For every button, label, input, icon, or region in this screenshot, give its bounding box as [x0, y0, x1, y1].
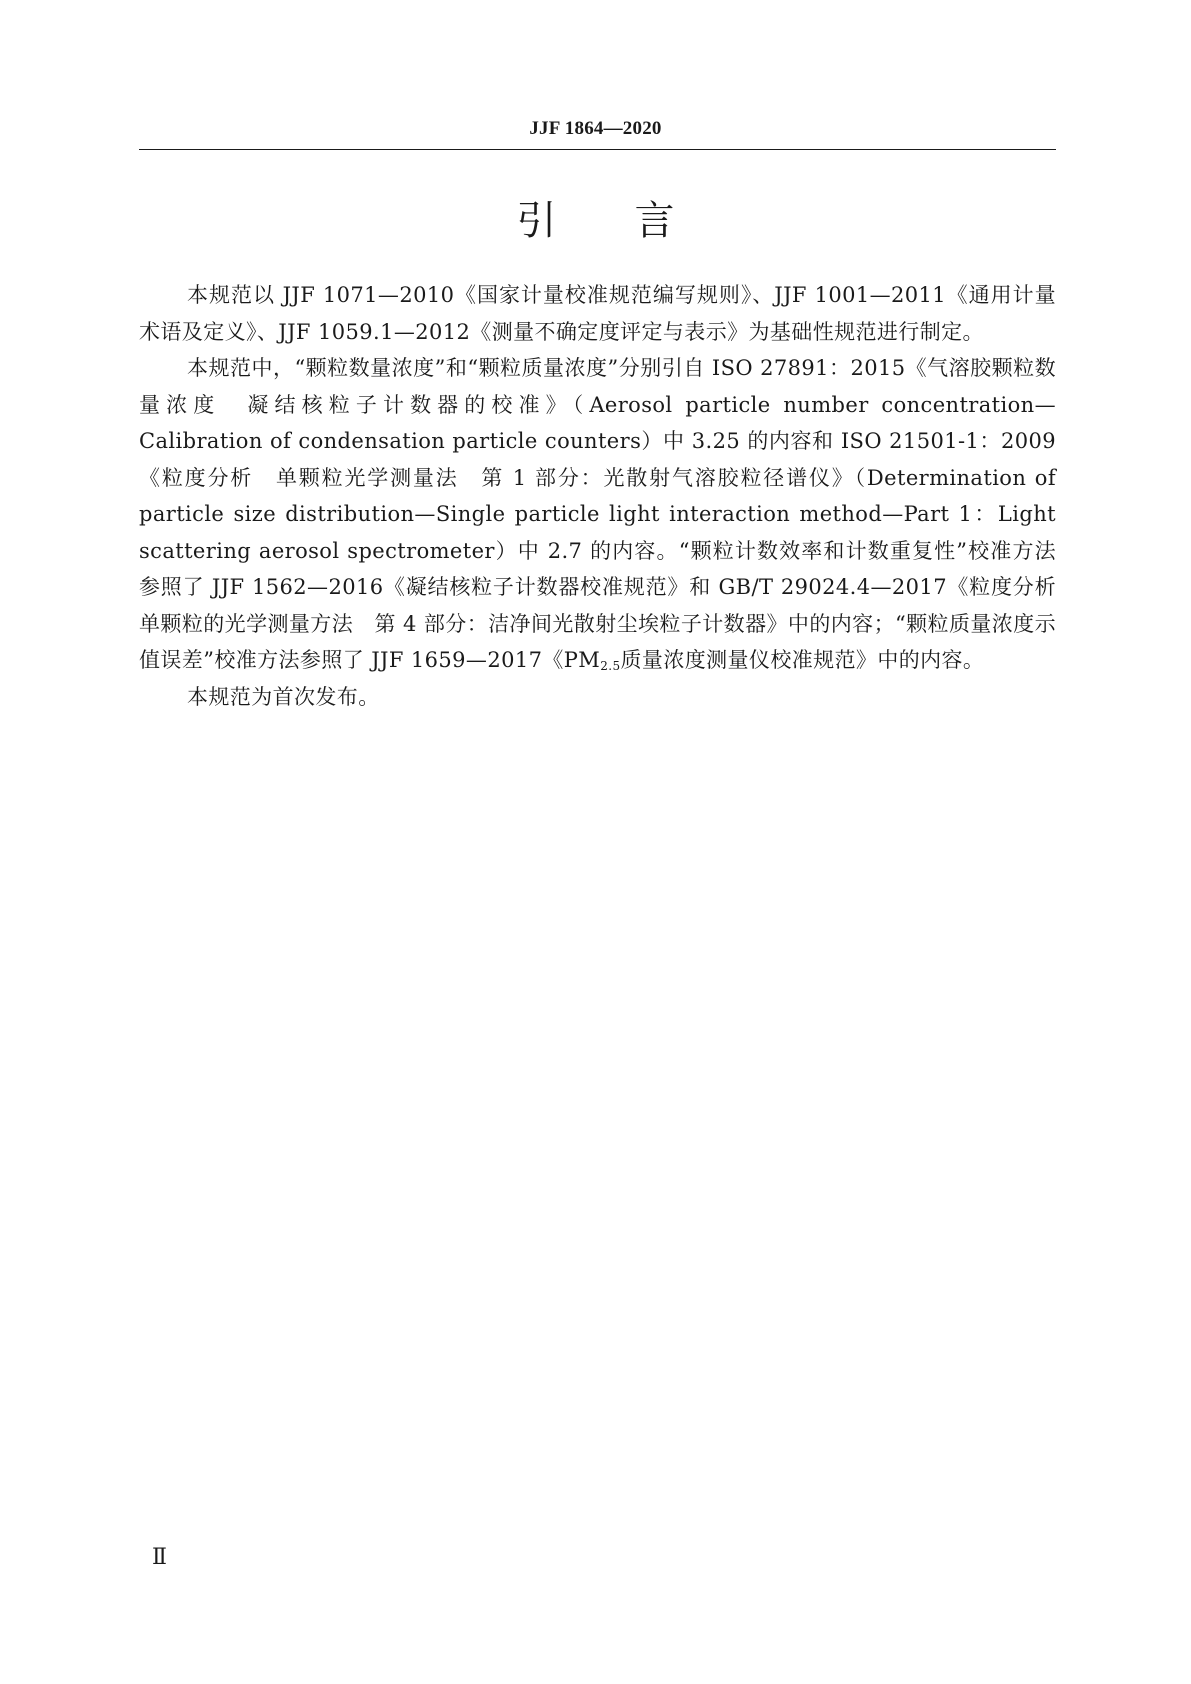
page-title: 引言: [516, 198, 753, 244]
paragraph-2-text-b: 质量浓度测量仪校准规范》中的内容。: [620, 648, 985, 672]
paragraph-1: 本规范以 JJF 1071—2010《国家计量校准规范编写规则》、JJF 1001—2011《通用计量术语及定义》、JJF 1059.1—2012《测量不确定度评定与表示》为基础性规范进行制定。: [139, 283, 1056, 344]
paragraph-2: [139, 350, 1078, 679]
main-content: [139, 277, 1078, 715]
header-divider: [139, 149, 1056, 150]
paragraph-2-text-a: 本规范中，“颗粒数量浓度”和“颗粒质量浓度”分别引自 ISO 27891：2015《气溶胶颗粒数量浓度 凝结核粒子计数器的校准》（Aerosol particle number concentration—Calibration of condensation particle counters）中 3.25 的内容和 ISO 21501-1：2009《粒度分析 单颗粒光学测量法 第 1 部分：光散射气溶胶粒径谱仪》（Determination of particle size distribution—Single particle light interaction method—Part 1：Light scattering aerosol spectrometer）中 2.7 的内容。“颗粒计数效率和计数重复性”校准方法参照了 JJF 1562—2016《凝结核粒子计数器校准规范》和 GB/T 29024.4—2017《粒度分析 单颗粒的光学测量方法 第 4 部分：洁净间光散射尘埃粒子计数器》中的内容；“颗粒质量浓度示值误差”校准方法参照了 JJF 1659—2017《PM: [139, 356, 1078, 672]
document-code-header: JJF 1864—2020: [529, 118, 662, 139]
paragraph-3: 本规范为首次发布。: [187, 684, 380, 709]
page-number: Ⅱ: [152, 1544, 167, 1569]
pm-subscript: 2.5: [600, 659, 621, 673]
